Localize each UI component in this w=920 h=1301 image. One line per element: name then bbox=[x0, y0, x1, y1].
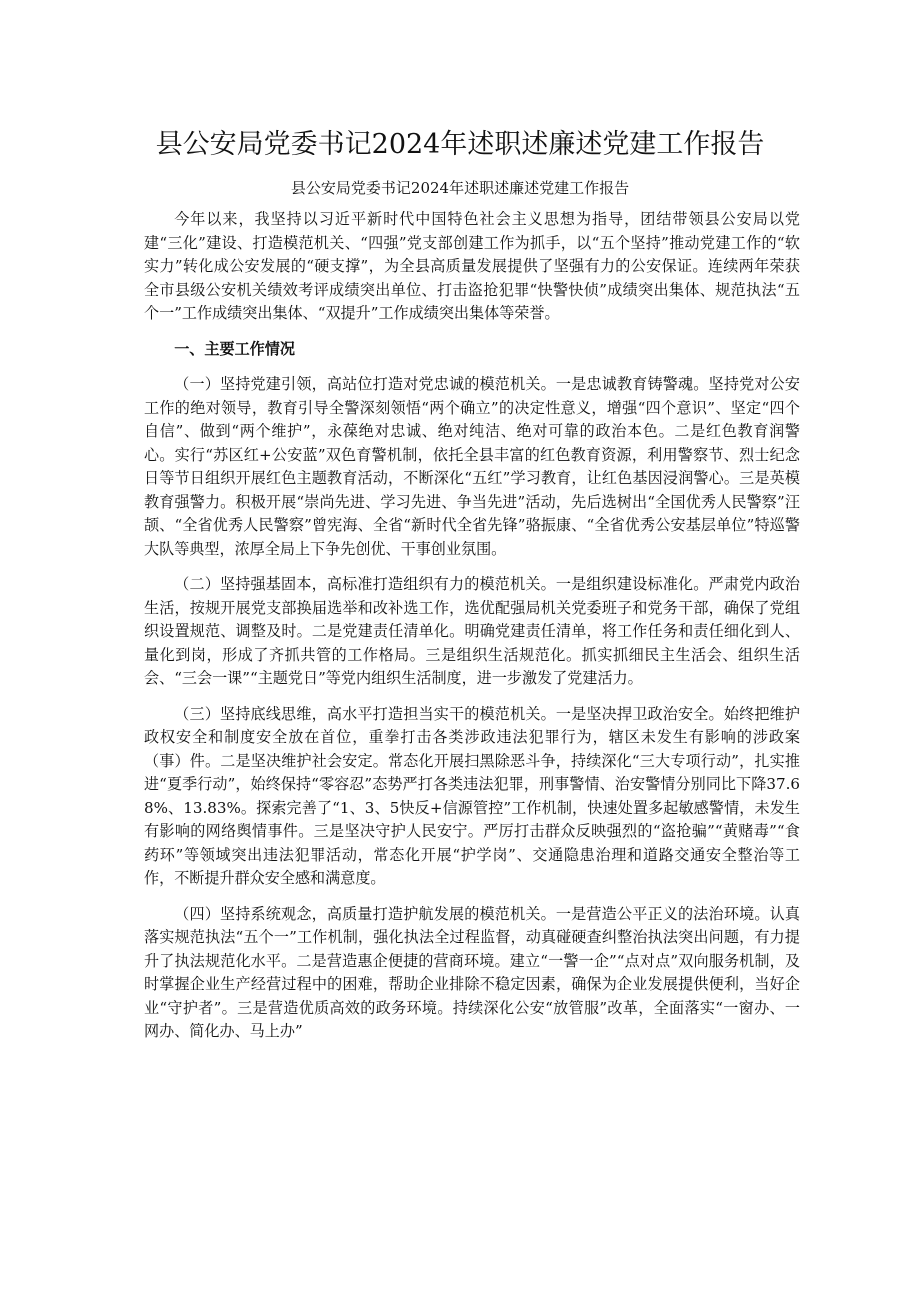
intro-paragraph: 今年以来，我坚持以习近平新时代中国特色社会主义思想为指导，团结带领县公安局以党建“三化”建设、打造模范机关、“四强”党支部创建工作为抓手，以“五个坚持”推动党建工作的“软实力”转化成公安发展的“硬支撑”，为全县高质量发展提供了坚强有力的公安保证。连续两年荣获全市县级公安机关绩效考评成绩突出单位、打击盗抢犯罪“快警快侦”成绩突出集体、规范执法“五个一”工作成绩突出集体、“双提升”工作成绩突出集体等荣誉。 bbox=[144, 210, 800, 322]
document-subtitle: 县公安局党委书记2024年述职述廉述党建工作报告 bbox=[290, 179, 630, 197]
body-paragraph-3: （三）坚持底线思维，高水平打造担当实干的模范机关。一是坚决捍卫政治安全。始终把维护政权安全和制度安全放在首位，重拳打击各类涉政违法犯罪行为，辖区未发生有影响的涉政案（事）件。二是坚决维护社会安定。常态化开展扫黑除恶斗争，持续深化“三大专项行动”，扎实推进“夏季行动”，始终保持“零容忍”态势严打各类违法犯罪，刑事警情、治安警情分别同比下降37.68%、13.83%。探索完善了“1、3、5快反+信源管控”工作机制，快速处置多起敏感警情，未发生有影响的网络舆情事件。三是坚决守护人民安宁。严厉打击群众反映强烈的“盗抢骗”“黄赌毒”“食药环”等领域突出违法犯罪活动，常态化开展“护学岗”、交通隐患治理和道路交通安全整治等工作，不断提升群众安全感和满意度。 bbox=[144, 704, 800, 887]
document-body bbox=[144, 208, 800, 1056]
body-paragraph-2: （二）坚持强基固本，高标准打造组织有力的模范机关。一是组织建设标准化。严肃党内政治生活，按规开展党支部换届选举和改补选工作，选优配强局机关党委班子和党务干部，确保了党组织设置规范、调整及时。二是党建责任清单化。明确党建责任清单，将工作任务和责任细化到人、量化到岗，形成了齐抓共管的工作格局。三是组织生活规范化。抓实抓细民主生活会、组织生活会、“三会一课”“主题党日”等党内组织生活制度，进一步激发了党建活力。 bbox=[144, 575, 800, 687]
section-heading: 一、主要工作情况 bbox=[174, 339, 295, 358]
document-title: 县公安局党委书记2024年述职述廉述党建工作报告 bbox=[155, 129, 765, 160]
body-paragraph-4: （四）坚持系统观念，高质量打造护航发展的模范机关。一是营造公平正义的法治环境。认真落实规范执法“五个一”工作机制，强化执法全过程监督，动真碰硬查纠整治执法突出问题，有力提升了执法规范化水平。二是营造惠企便捷的营商环境。建立“一警一企”“点对点”双向服务机制，及时掌握企业生产经营过程中的困难，帮助企业排除不稳定因素，确保为企业发展提供便利，当好企业“守护者”。三是营造优质高效的政务环境。持续深化公安“放管服”改革，全面落实“一窗办、一网办、简化办、马上办” bbox=[144, 904, 800, 1040]
body-paragraph-1: （一）坚持党建引领，高站位打造对党忠诚的模范机关。一是忠诚教育铸警魂。坚持党对公安工作的绝对领导，教育引导全警深刻领悟“两个确立”的决定性意义，增强“四个意识”、坚定“四个自信”、做到“两个维护”，永葆绝对忠诚、绝对纯洁、绝对可靠的政治本色。二是红色教育润警心。实行“苏区红+公安蓝”双色育警机制，依托全县丰富的红色教育资源，利用警察节、烈士纪念日等节日组织开展红色主题教育活动，不断深化“五红”学习教育，让红色基因浸润警心。三是英模教育强警力。积极开展“崇尚先进、学习先进、争当先进”活动，先后选树出“全国优秀人民警察”汪颉、“全省优秀人民警察”曾宪海、全省“新时代全省先锋”骆振康、“全省优秀公安基层单位”特巡警大队等典型，浓厚全局上下争先创优、干事创业氛围。 bbox=[144, 375, 800, 558]
